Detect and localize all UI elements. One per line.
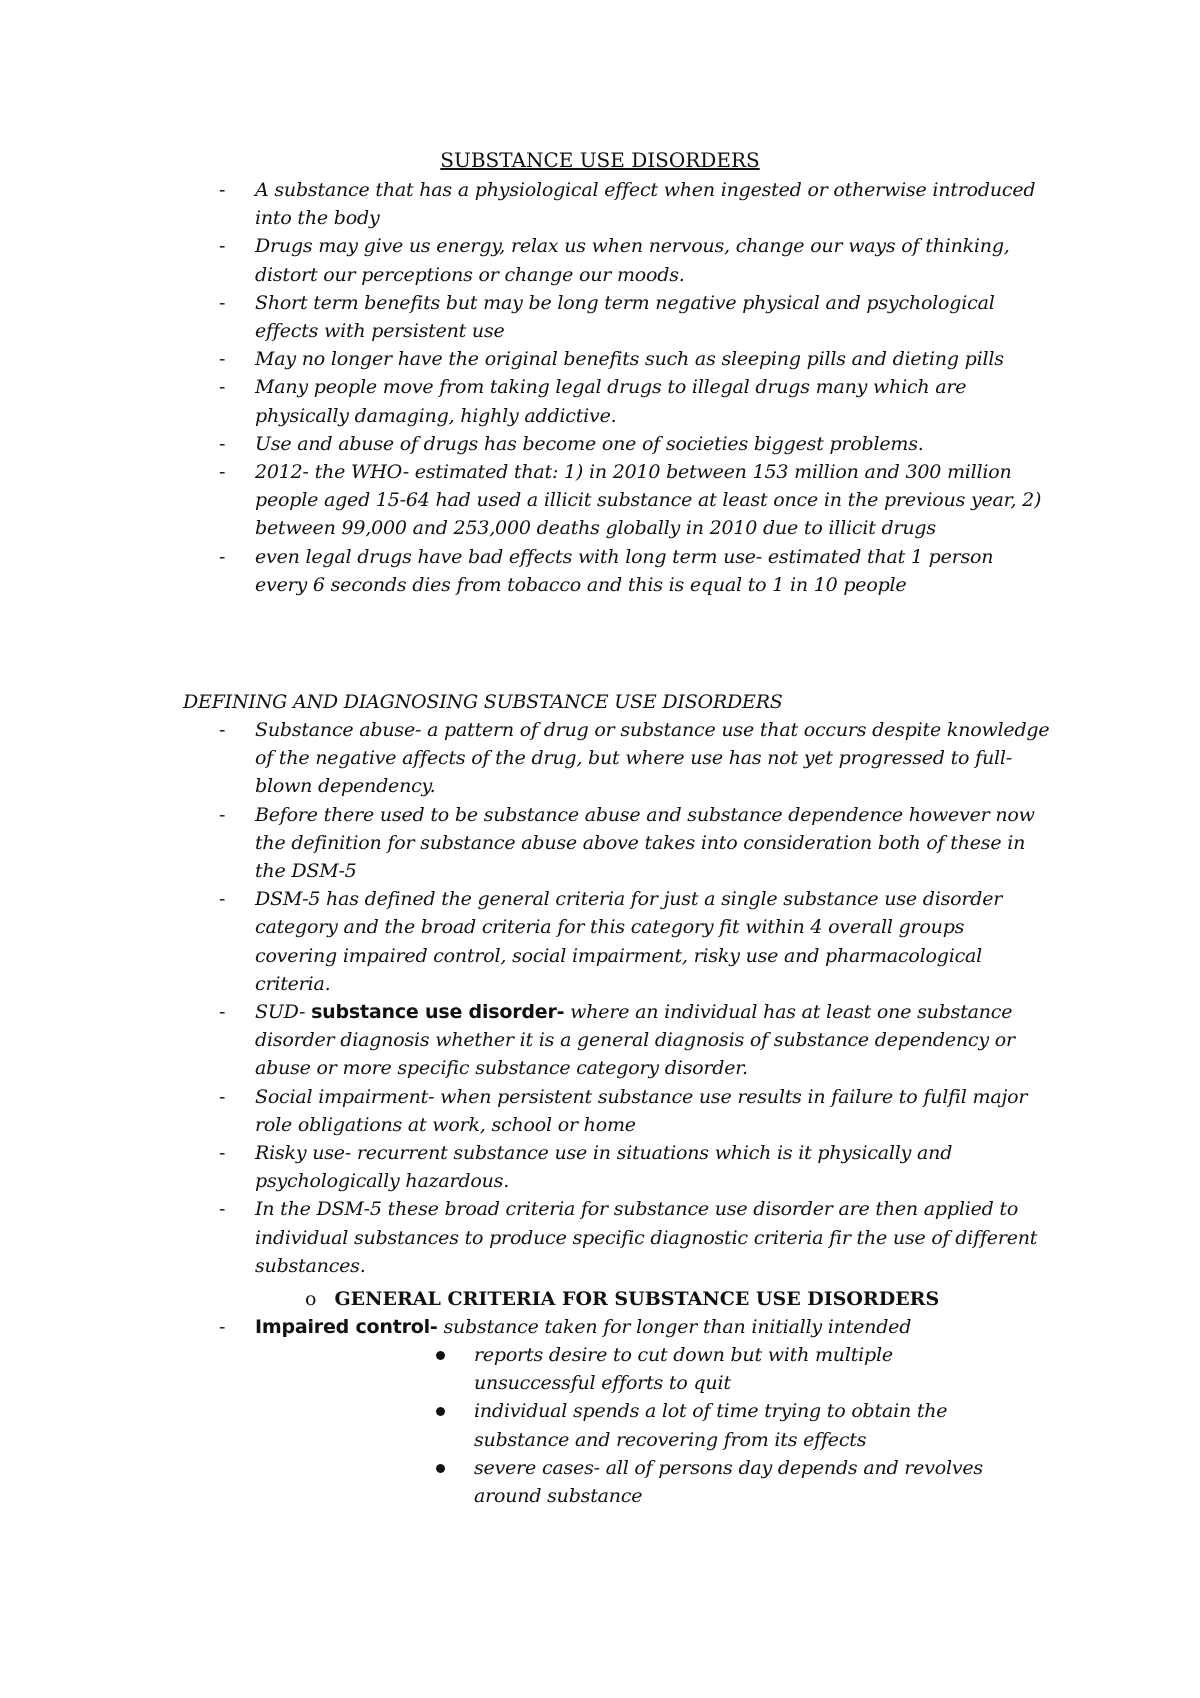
- intro-list: [0, 176, 1200, 599]
- list-item: severe cases- all of persons day depends and revolves around substance: [0, 1454, 1200, 1510]
- section-heading: DEFINING AND DIAGNOSING SUBSTANCE USE DISORDERS: [183, 691, 783, 713]
- dash-marker: -: [219, 803, 226, 826]
- list-item: - Drugs may give us energy, relax us when nervous, change our ways of thinking, distort our perceptions or change our moods.: [0, 232, 1200, 288]
- impaired-term: Impaired control-: [255, 1316, 438, 1338]
- impaired-list: [0, 1313, 1200, 1341]
- definitions-list: [0, 716, 1200, 1280]
- dash-marker: -: [219, 348, 226, 371]
- list-item: - May no longer have the original benefits such as sleeping pills and dieting pills: [0, 345, 1200, 373]
- bullet-icon: [436, 1351, 445, 1360]
- dash-marker: -: [219, 545, 226, 568]
- list-item: - Many people move from taking legal drugs to illegal drugs many which are physically damaging, highly addictive.: [0, 373, 1200, 429]
- dash-marker: -: [219, 1316, 226, 1338]
- list-item: - DSM-5 has defined the general criteria for just a single substance use disorder category and the broad criteria for this category fit within 4 overall groups covering impaired control, social impairment, risky use and pharmacological criteria.: [0, 885, 1200, 998]
- dash-marker: -: [219, 719, 226, 741]
- list-item: reports desire to cut down but with multiple unsuccessful efforts to quit: [0, 1341, 1200, 1397]
- dash-marker: -: [219, 432, 226, 455]
- sub-heading: o GENERAL CRITERIA FOR SUBSTANCE USE DISORDERS: [305, 1288, 940, 1310]
- list-item: individual spends a lot of time trying to obtain the substance and recovering from its effects: [0, 1397, 1200, 1453]
- dash-marker: -: [219, 888, 226, 911]
- dash-marker: -: [219, 1085, 226, 1108]
- criteria-bullets: [0, 1341, 1200, 1510]
- list-item: - Use and abuse of drugs has become one of societies biggest problems.: [0, 430, 1200, 458]
- dash-marker: -: [219, 1001, 226, 1024]
- list-item: - A substance that has a physiological effect when ingested or otherwise introduced into the body: [0, 176, 1200, 232]
- dash-marker: -: [219, 179, 226, 201]
- list-item: - In the DSM-5 these broad criteria for substance use disorder are then applied to individual substances to produce specific diagnostic criteria fir the use of different substances.: [0, 1195, 1200, 1280]
- dash-marker: -: [219, 376, 226, 399]
- list-item: - Before there used to be substance abuse and substance dependence however now the definition for substance abuse above takes into consideration both of these in the DSM-5: [0, 801, 1200, 886]
- dash-marker: -: [219, 1198, 226, 1221]
- list-item: - 2012- the WHO- estimated that: 1) in 2010 between 153 million and 300 million people aged 15-64 had used a illicit substance at least once in the previous year, 2) between 99,000 and 253,000 deaths globally in 2010 due to illicit drugs: [0, 458, 1200, 543]
- bullet-icon: [436, 1464, 445, 1473]
- list-item: - Impaired control- substance taken for longer than initially intended: [0, 1313, 1200, 1341]
- list-item: - SUD- substance use disorder- where an individual has at least one substance disorder diagnosis whether it is a general diagnosis of substance dependency or abuse or more specific substance category disorder.: [0, 998, 1200, 1083]
- page-title: SUBSTANCE USE DISORDERS: [440, 148, 760, 172]
- dash-marker: -: [219, 461, 226, 484]
- list-item: - Short term benefits but may be long term negative physical and psychological effects with persistent use: [0, 289, 1200, 345]
- bullet-icon: [436, 1407, 445, 1416]
- dash-marker: -: [219, 291, 226, 314]
- list-item: - Social impairment- when persistent substance use results in failure to fulfil major role obligations at work, school or home: [0, 1083, 1200, 1139]
- list-item: - Risky use- recurrent substance use in situations which is it physically and psychologically hazardous.: [0, 1139, 1200, 1195]
- sud-term: substance use disorder-: [311, 1001, 565, 1024]
- dash-marker: -: [219, 1142, 226, 1165]
- list-item: - even legal drugs have bad effects with long term use- estimated that 1 person every 6 seconds dies from tobacco and this is equal to 1 in 10 people: [0, 543, 1200, 599]
- list-item: - Substance abuse- a pattern of drug or substance use that occurs despite knowledge of the negative affects of the drug, but where use has not yet progressed to full-blown dependency.: [0, 716, 1200, 801]
- dash-marker: -: [219, 235, 226, 258]
- circle-marker: o: [305, 1288, 317, 1310]
